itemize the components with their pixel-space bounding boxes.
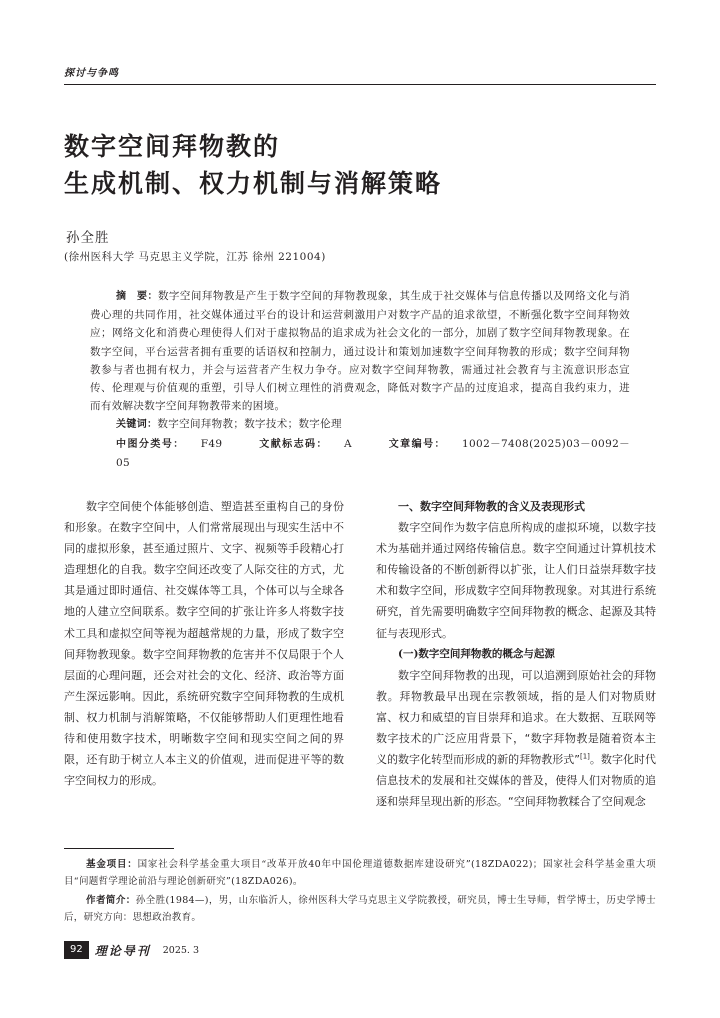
body-column-left <box>64 496 344 791</box>
title-line-1: 数字空间拜物教的 <box>64 132 281 161</box>
citation-ref: [1] <box>579 752 590 761</box>
subsection-1-text-b: 。数字化时代信息技术的发展和社交媒体的普及，使得人们对物质的追逐和崇拜呈现出新的形态。“空间拜物教糅合了空间观念 <box>376 753 656 809</box>
journal-issue: 2025. 3 <box>162 944 200 956</box>
bio-note <box>64 892 656 926</box>
section-tag: 探讨与争鸣 <box>64 68 119 79</box>
page-number: 92 <box>64 941 89 959</box>
intro-paragraph: 数字空间使个体能够创造、塑造甚至重构自己的身份和形象。在数字空间中，人们常常展现出与现实生活中不同的虚拟形象，甚至通过照片、文字、视频等手段精心打造理想化的自我。数字空间还改变了人际交往的方式，尤其是通过即时通信、社交媒体等工具，个体可以与全球各地的人建立空间联系。数字空间的扩张让许多人将数字技术工具和虚拟空间等视为超越常规的力量，形成了数字空间拜物教现象。数字空间拜物教的危害并不仅局限于个人层面的心理问题，还会对社会的文化、经济、政治等方面产生深远影响。因此，系统研究数字空间拜物教的生成机制、权力机制与消解策略，不仅能够帮助人们更理性地看待和使用数字技术，明晰数字空间和现实空间之间的界限，还有助于树立人本主义的价值观，进而促进平等的数字空间权力的形成。 <box>64 500 344 788</box>
fund-text: 国家社会科学基金重大项目“改革开放40年中国伦理道德数据库建设研究”(18ZDA022)；国家社会科学基金重大项目“问题哲学理论前沿与理论创新研究”(18ZDA026)。 <box>64 859 656 887</box>
article-no-value: 1002－7408(2025)03－0092－05 <box>116 437 630 469</box>
bio-label: 作者简介： <box>86 895 136 906</box>
page-footer <box>64 940 199 960</box>
abstract-label: 摘 要： <box>116 291 158 302</box>
subsection-1-paragraph <box>376 665 656 813</box>
bio-text: 孙全胜(1984—)，男，山东临沂人，徐州医科大学马克思主义学院教授，研究员，博士生导师，哲学博士，历史学博士后，研究方向：思想政治教育。 <box>64 895 656 923</box>
article-no-label: 文章编号： <box>388 438 446 450</box>
keywords-label: 关键词： <box>116 419 158 431</box>
article-title <box>64 128 664 202</box>
section-heading-1: 一、数字空间拜物教的含义及表现形式 <box>398 500 585 513</box>
fund-label: 基金项目： <box>86 859 138 870</box>
clc-label: 中图分类号： <box>116 438 185 450</box>
title-line-2: 生成机制、权力机制与消解策略 <box>64 169 443 198</box>
doc-code-field <box>259 438 368 450</box>
classification-line <box>90 435 630 472</box>
fund-note <box>64 856 656 890</box>
author-affiliation: (徐州医科大学 马克思主义学院，江苏 徐州 221004) <box>64 251 326 263</box>
abstract-text: 数字空间拜物教是产生于数字空间的拜物教现象，其生成于社交媒体与信息传播以及网络文化与消费心理的共同作用，社交媒体通过平台的设计和运营刺激用户对数字产品的追求欲望，不断强化数字空间拜物效应；网络文化和消费心理使得人们对于虚拟物品的追求成为社会文化的一部分，加剧了数字空间拜物教现象。在数字空间，平台运营者拥有重要的话语权和控制力，通过设计和策划加速数字空间拜物教的形成；数字空间拜物教参与者也拥有权力，并会与运营者产生权力争夺。应对数字空间拜物教，需通过社会教育与主流意识形态宣传、伦理观与价值观的重塑，引导人们树立理性的消费观念，降低对数字产品的过度追求，提高自我约束力，进而有效解决数字空间拜物教带来的困境。 <box>90 290 630 413</box>
abstract <box>90 287 630 415</box>
journal-logo: 理论导刊 <box>94 943 151 958</box>
author-name: 孙全胜 <box>66 230 110 246</box>
header-rule <box>64 84 656 85</box>
keywords-text: 数字空间拜物教；数字技术；数字伦理 <box>157 418 342 431</box>
section-1-paragraph: 数字空间作为数字信息所构成的虚拟环境，以数字技术为基础并通过网络传输信息。数字空间通过计算机技术和传输设备的不断创新得以扩张，让人们日益崇拜数字技术和数字空间，形成数字空间拜物教现象。对其进行系统研究，首先需要明确数字空间拜物教的概念、起源及其特征与表现形式。 <box>376 521 656 640</box>
subsection-1-text-a: 数字空间拜物教的出现，可以追溯到原始社会的拜物教。拜物教最早出现在宗教领域，指的是人们对物质财富、权力和威望的盲目崇拜和追求。在大数据、互联网等数字技术的广泛应用背景下，“数字拜物教是随着资本主义的数字化转型而形成的新的拜物教形式” <box>376 668 656 767</box>
abstract-block <box>90 287 630 472</box>
clc-field <box>116 438 238 450</box>
body-column-right <box>376 496 656 812</box>
clc-value: F49 <box>200 437 223 450</box>
footnote-rule <box>64 848 174 849</box>
footnotes <box>64 856 656 928</box>
keywords <box>90 415 630 434</box>
subsection-heading-1: (一)数字空间拜物教的概念与起源 <box>398 647 555 660</box>
doc-code-value: A <box>343 437 352 450</box>
doc-code-label: 文献标志码： <box>259 438 328 450</box>
